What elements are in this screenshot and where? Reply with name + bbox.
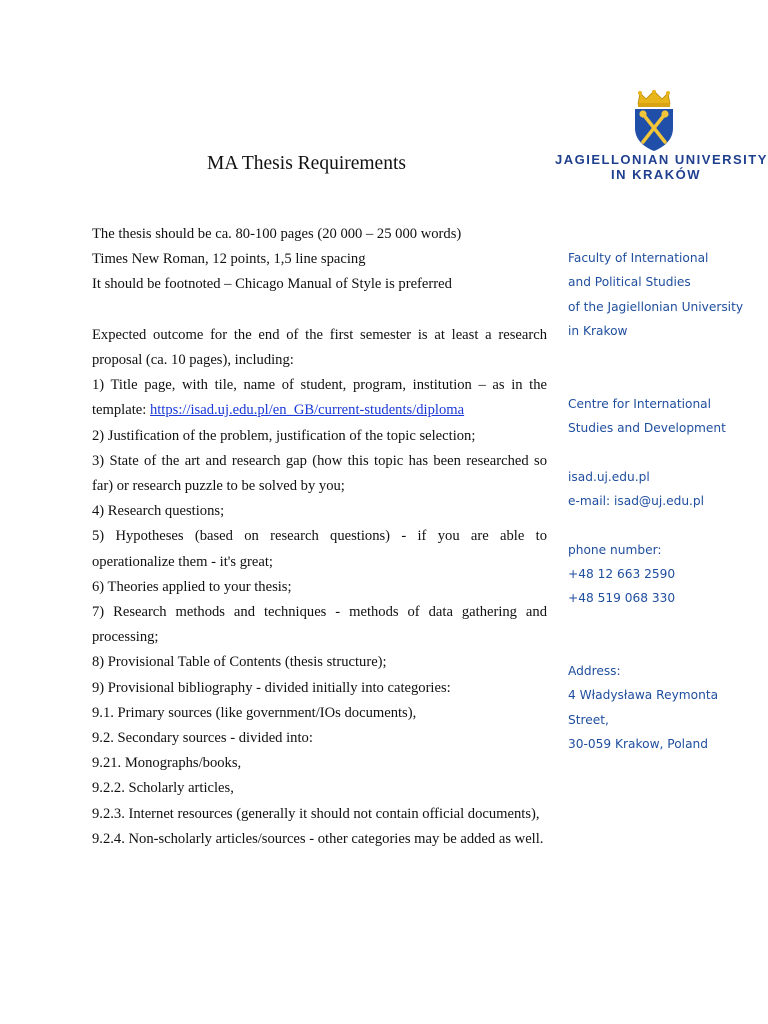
university-logo [548,90,768,190]
list-item-text: 1) Title page, with tile, name of student, program, institution – as in the template: [92,377,547,419]
phone-label: phone number: [568,542,662,557]
spacer [568,610,758,634]
list-item: 9.21. Monographs/books, [92,755,242,772]
list-item: 3) State of the art and research gap (how this topic has been researched so far) or research puzzle to be solved by you; [92,452,547,495]
crest-icon [632,90,676,152]
list-item: 9) Provisional bibliography - divided initially into categories: [92,679,451,696]
faculty-line: Faculty of International [568,251,709,265]
spacer [568,635,758,659]
list-item [92,373,547,423]
address-line: 30-059 Krakow, Poland [568,736,708,751]
requirement-footnotes: It should be footnoted – Chicago Manual of Style is preferred [92,276,452,293]
diploma-template-link[interactable]: https://isad.uj.edu.pl/en_GB/current-students/diploma [149,402,465,419]
page-title: MA Thesis Requirements [207,153,406,174]
outcome-intro: Expected outcome for the end of the first semester is at least a research proposal (ca. 10 pages), including: [92,326,547,368]
list-item: 7) Research methods and techniques - methods of data gathering and processing; [92,604,547,646]
phone-number: +48 12 663 2590 [568,566,676,581]
university-name-line2: IN KRAKÓW [611,167,702,182]
list-item: 8) Provisional Table of Contents (thesis structure); [92,654,387,671]
list-item: 9.2.2. Scholarly articles, [92,780,234,797]
requirement-length: The thesis should be ca. 80-100 pages (20 000 – 25 000 words) [92,226,462,242]
list-item: 5) Hypotheses (based on research questions) - if you are able to operationalize them - it's great; [92,528,547,570]
faculty-line: of the Jagiellonian University [568,299,744,314]
spacer [568,367,758,391]
address-line: Street, [568,712,609,727]
faculty-line: in Krakow [568,323,628,338]
contact-sidebar [568,246,758,756]
list-item: 9.2. Secondary sources - divided into: [92,730,313,747]
requirements-body [92,222,547,852]
phone-number: +48 519 068 330 [568,591,676,606]
university-name-line1: JAGIELLONIAN UNIVERSITY [555,152,768,167]
list-item: 9.1. Primary sources (like government/IOs documents), [92,704,417,721]
spacer [92,298,547,323]
address-label: Address: [568,664,621,679]
spacer [568,513,758,537]
centre-line: Centre for International [568,396,712,411]
list-item: 9.2.3. Internet resources (generally it should not contain official documents), [92,805,540,822]
list-item: 4) Research questions; [92,503,225,520]
centre-line: Studies and Development [568,421,726,436]
spacer [568,343,758,367]
requirement-format: Times New Roman, 12 points, 1,5 line spacing [92,251,366,268]
address-line: 4 Władysława Reymonta [568,688,719,703]
faculty-line: and Political Studies [568,275,691,290]
spacer [568,440,758,464]
list-item: 9.2.4. Non-scholarly articles/sources - other categories may be added as well. [92,830,544,847]
list-item: 2) Justification of the problem, justification of the topic selection; [92,427,476,444]
email-link[interactable]: e-mail: isad@uj.edu.pl [568,493,705,508]
list-item: 6) Theories applied to your thesis; [92,578,292,595]
website-link[interactable]: isad.uj.edu.pl [568,469,650,484]
